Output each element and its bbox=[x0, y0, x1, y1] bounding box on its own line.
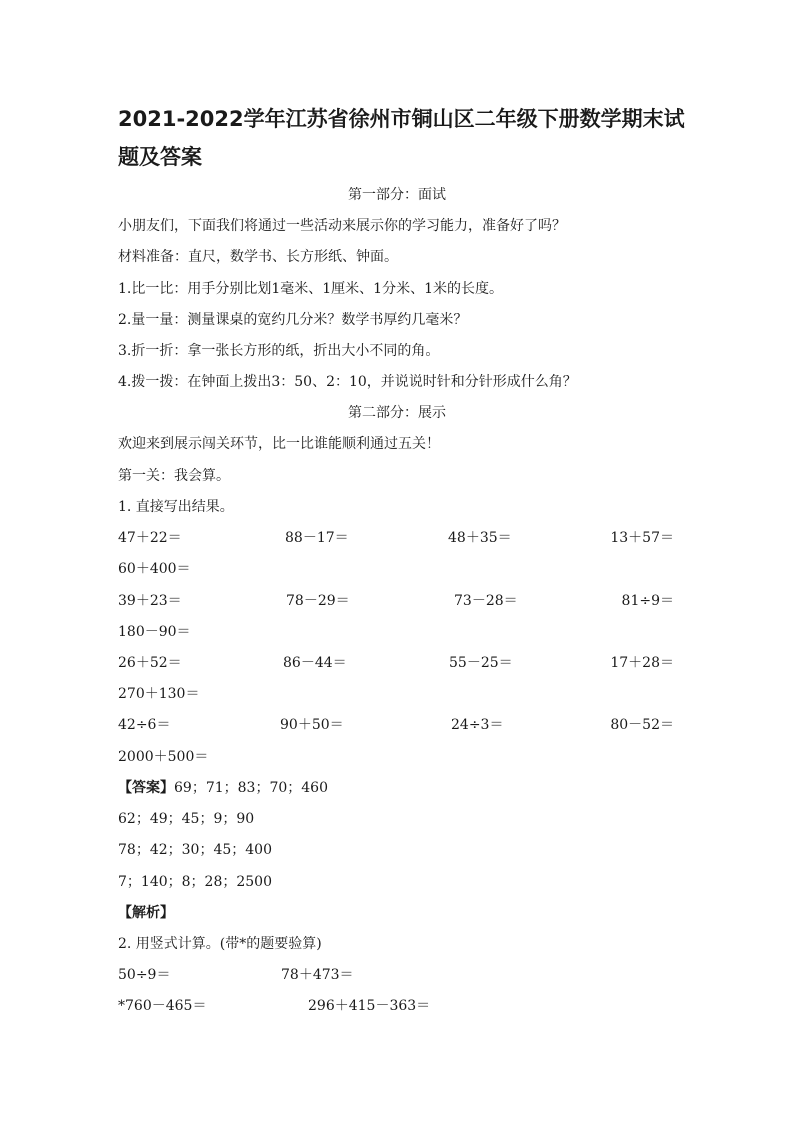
calc-row-8 bbox=[118, 747, 674, 767]
calc-row-6 bbox=[118, 684, 674, 704]
calc-item: 2000＋500＝ bbox=[118, 749, 209, 765]
answer-values: 69；71；83；70；460 bbox=[174, 780, 328, 796]
document-title-line-1: 2021-2022学年江苏省徐州市铜山区二年级下册数学期末试 bbox=[118, 107, 685, 131]
calc-item: 78＋473＝ bbox=[281, 967, 354, 983]
answer-label: 【答案】 bbox=[118, 780, 174, 796]
calc-item: 81÷9＝ bbox=[621, 593, 674, 609]
part1-item-4: 4.拨一拨：在钟面上拨出3：50、2：10，并说说时针和分针形成什么角？ bbox=[118, 374, 577, 390]
calc-item: 13＋57＝ bbox=[610, 530, 674, 546]
calc-item: 47＋22＝ bbox=[118, 530, 182, 546]
vertical-calc-row-1 bbox=[118, 965, 674, 985]
calc-item: 88－17＝ bbox=[285, 530, 349, 546]
calc-item: 80－52＝ bbox=[610, 717, 674, 733]
document-title-line-2: 题及答案 bbox=[118, 145, 202, 169]
calc-item: *760－465＝ bbox=[118, 998, 207, 1014]
question1-heading: 1. 直接写出结果。 bbox=[118, 499, 234, 515]
answer-line-1 bbox=[118, 778, 328, 798]
part2-welcome: 欢迎来到展示闯关环节，比一比谁能顺利通过五关！ bbox=[118, 436, 440, 452]
calc-item: 39＋23＝ bbox=[118, 593, 182, 609]
calc-item: 180－90＝ bbox=[118, 624, 191, 640]
calc-row-3 bbox=[118, 591, 674, 611]
calc-item: 78－29＝ bbox=[286, 593, 350, 609]
calc-item: 86－44＝ bbox=[283, 655, 347, 671]
calc-item: 50÷9＝ bbox=[118, 967, 171, 983]
calc-item: 48＋35＝ bbox=[448, 530, 512, 546]
part1-heading: 第一部分：面试 bbox=[348, 187, 446, 203]
calc-item: 17＋28＝ bbox=[610, 655, 674, 671]
calc-item: 24÷3＝ bbox=[451, 717, 504, 733]
calc-item: 55－25＝ bbox=[449, 655, 513, 671]
part2-heading: 第二部分：展示 bbox=[348, 405, 446, 421]
question2-heading: 2. 用竖式计算。(带*的题要验算) bbox=[118, 936, 322, 952]
analysis-label: 【解析】 bbox=[118, 905, 174, 921]
calc-item: 60＋400＝ bbox=[118, 561, 191, 577]
calc-row-5 bbox=[118, 653, 674, 673]
calc-item: 26＋52＝ bbox=[118, 655, 182, 671]
calc-item: 296＋415－363＝ bbox=[308, 998, 431, 1014]
calc-row-4 bbox=[118, 622, 674, 642]
vertical-calc-row-2 bbox=[118, 996, 674, 1016]
calc-item: 42÷6＝ bbox=[118, 717, 171, 733]
calc-row-7 bbox=[118, 715, 674, 735]
part1-item-1: 1.比一比：用手分别比划1毫米、1厘米、1分米、1米的长度。 bbox=[118, 281, 503, 297]
calc-row-1 bbox=[118, 528, 674, 548]
answer-line-3: 78；42；30；45；400 bbox=[118, 842, 272, 858]
part1-item-3: 3.折一折：拿一张长方形的纸，折出大小不同的角。 bbox=[118, 343, 440, 359]
part1-item-2: 2.量一量：测量课桌的宽约几分米？数学书厚约几毫米？ bbox=[118, 312, 468, 328]
answer-line-4: 7；140；8；28；2500 bbox=[118, 874, 272, 890]
part1-materials: 材料准备：直尺，数学书、长方形纸、钟面。 bbox=[118, 249, 398, 265]
calc-item: 90＋50＝ bbox=[280, 717, 344, 733]
part1-intro: 小朋友们，下面我们将通过一些活动来展示你的学习能力，准备好了吗？ bbox=[118, 218, 566, 234]
calc-item: 73－28＝ bbox=[454, 593, 518, 609]
calc-row-2 bbox=[118, 559, 674, 579]
answer-line-2: 62；49；45；9；90 bbox=[118, 811, 255, 827]
level1-heading: 第一关：我会算。 bbox=[118, 468, 230, 484]
calc-item: 270＋130＝ bbox=[118, 686, 200, 702]
